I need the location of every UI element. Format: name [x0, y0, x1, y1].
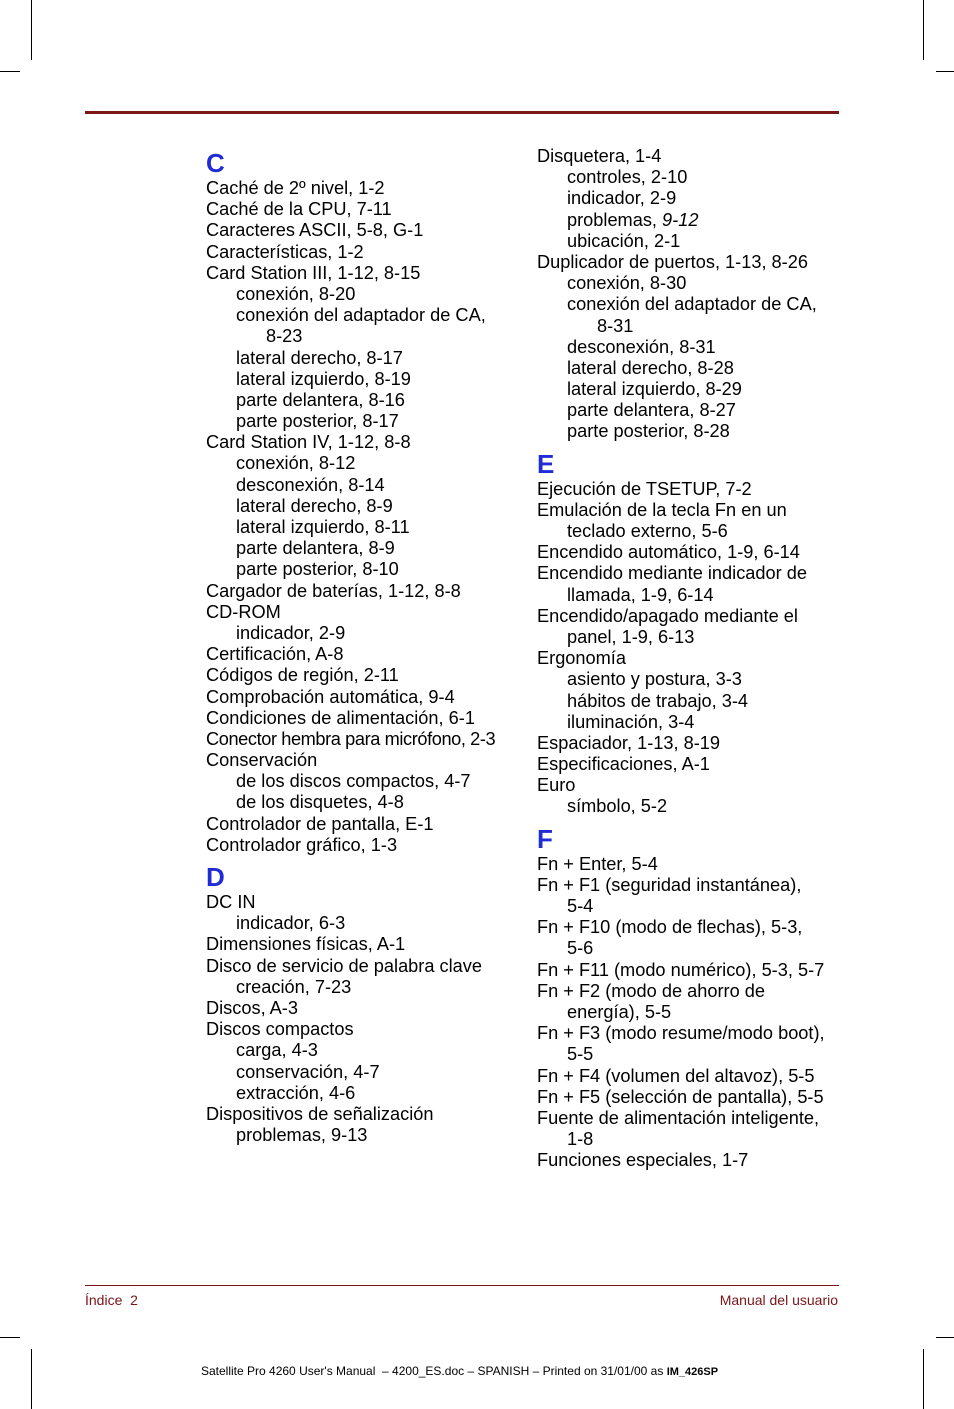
- index-subentry: [206, 390, 521, 411]
- index-text: controles, 2-10: [567, 167, 688, 188]
- index-entry: [206, 835, 521, 856]
- index-entry: [206, 602, 521, 623]
- index-entry: [537, 754, 857, 775]
- index-entry: [206, 644, 521, 665]
- index-entry: [537, 1108, 857, 1129]
- index-entry: [206, 242, 521, 263]
- index-text: indicador, 2-9: [567, 188, 677, 209]
- index-subentry: [206, 411, 521, 432]
- index-text: conexión, 8-20: [236, 283, 356, 304]
- index-text: conexión, 8-12: [236, 453, 356, 474]
- index-text: 5-5: [567, 1044, 594, 1065]
- index-text: D: [206, 862, 225, 892]
- index-entry: [537, 733, 857, 754]
- index-text: conexión del adaptador de CA,: [567, 294, 817, 315]
- index-subentry: [206, 1040, 521, 1061]
- index-text: parte delantera, 8-27: [567, 400, 736, 421]
- index-text: Características, 1-2: [206, 241, 364, 262]
- index-text: 1-8: [567, 1129, 594, 1150]
- crop-mark-bottom-left-v: [31, 1349, 32, 1409]
- print-info-line: [201, 1364, 718, 1378]
- index-subentry: [537, 210, 857, 231]
- index-entry: [537, 960, 857, 981]
- index-text: conservación, 4-7: [236, 1061, 380, 1082]
- index-text: Encendido/apagado mediante el: [537, 605, 798, 626]
- index-entry: [206, 934, 521, 955]
- index-subentry: [206, 913, 521, 934]
- crop-mark-bottom-left-h: [0, 1337, 20, 1338]
- index-subentry: [537, 358, 857, 379]
- index-subentry: [537, 896, 857, 917]
- index-entry: [537, 1023, 857, 1044]
- index-text: parte delantera, 8-16: [236, 389, 405, 410]
- index-text: Dimensiones físicas, A-1: [206, 934, 406, 955]
- index-subentry: [206, 1062, 521, 1083]
- index-text: lateral derecho, 8-28: [567, 357, 734, 378]
- index-text: indicador, 2-9: [236, 622, 346, 643]
- index-subentry: [206, 326, 521, 347]
- index-entry: [206, 998, 521, 1019]
- index-text: Card Station IV, 1-12, 8-8: [206, 432, 411, 453]
- index-subentry: [537, 521, 857, 542]
- index-subentry: [537, 231, 857, 252]
- crop-mark-top-right-v: [923, 0, 924, 60]
- index-text: llamada, 1-9, 6-14: [567, 584, 714, 605]
- index-text: Espaciador, 1-13, 8-19: [537, 732, 721, 753]
- index-entry: [537, 563, 857, 584]
- index-text: CD-ROM: [206, 601, 281, 622]
- index-text: Comprobación automática, 9-4: [206, 686, 455, 707]
- index-entry: [206, 263, 521, 284]
- index-text: iluminación, 3-4: [567, 711, 695, 732]
- index-text: 8-31: [597, 315, 634, 336]
- index-entry: [206, 814, 521, 835]
- index-text: Disco de servicio de palabra clave: [206, 955, 482, 976]
- index-text: 5-4: [567, 896, 594, 916]
- index-text: lateral izquierdo, 8-11: [236, 517, 410, 537]
- index-text: Fn + F11 (modo numérico), 5-3, 5-7: [537, 959, 825, 980]
- index-text: energía), 5-5: [567, 1001, 672, 1022]
- index-text: Fn + F1 (seguridad instantánea),: [537, 874, 802, 895]
- index-text: lateral derecho, 8-17: [236, 347, 403, 368]
- index-entry: [537, 648, 857, 669]
- index-entry: [206, 432, 521, 453]
- index-text: asiento y postura, 3-3: [567, 669, 742, 690]
- index-text: Condiciones de alimentación, 6-1: [206, 707, 475, 728]
- index-text: teclado externo, 5-6: [567, 521, 728, 541]
- crop-mark-top-left-v: [31, 0, 32, 60]
- index-entry: [206, 220, 521, 241]
- index-letter-heading: [537, 449, 857, 479]
- index-entry: [537, 1066, 857, 1087]
- index-text: Duplicador de puertos, 1-13, 8-26: [537, 251, 808, 272]
- index-entry: [206, 1019, 521, 1040]
- index-entry: [206, 581, 521, 602]
- index-letter-heading: [537, 824, 857, 854]
- index-subentry: [537, 188, 857, 209]
- index-text: Caché de la CPU, 7-11: [206, 199, 392, 220]
- index-entry: [537, 917, 857, 938]
- index-text: panel, 1-9, 6-13: [567, 626, 695, 647]
- index-subentry: [537, 400, 857, 421]
- index-text: parte posterior, 8-10: [236, 559, 399, 580]
- index-subentry: [206, 348, 521, 369]
- print-info-code: IM_426SP: [666, 1366, 719, 1378]
- index-subentry: [206, 453, 521, 474]
- index-text: problemas, 9-13: [236, 1125, 368, 1146]
- index-text: Fn + F10 (modo de flechas), 5-3,: [537, 917, 803, 938]
- index-subentry: [537, 294, 857, 315]
- header-rule: [85, 111, 839, 114]
- index-subentry: [206, 369, 521, 390]
- index-subentry: [206, 792, 521, 813]
- index-entry: [206, 956, 521, 977]
- index-text: Fn + F3 (modo resume/modo boot),: [537, 1023, 825, 1044]
- index-text: Ejecución de TSETUP, 7-2: [537, 478, 752, 499]
- index-text: Fuente de alimentación inteligente,: [537, 1107, 820, 1128]
- index-text: desconexión, 8-14: [236, 474, 385, 495]
- index-text: indicador, 6-3: [236, 913, 346, 934]
- crop-mark-top-right-h: [936, 71, 954, 72]
- index-text: creación, 7-23: [236, 976, 352, 997]
- index-text: hábitos de trabajo, 3-4: [567, 690, 748, 711]
- index-text: símbolo, 5-2: [567, 796, 668, 817]
- index-entry: [206, 199, 521, 220]
- index-text: lateral izquierdo, 8-19: [236, 368, 411, 389]
- index-entry: [206, 665, 521, 686]
- index-text: Caracteres ASCII, 5-8, G-1: [206, 220, 424, 241]
- index-subentry: [537, 585, 857, 606]
- index-text: lateral derecho, 8-9: [236, 495, 393, 516]
- index-text: Fn + F5 (selección de pantalla), 5-5: [537, 1086, 824, 1107]
- index-text: Euro: [537, 775, 576, 796]
- index-subentry: [537, 691, 857, 712]
- index-subentry: [206, 1125, 521, 1146]
- index-text: Certificación, A-8: [206, 644, 344, 665]
- index-entry: [206, 892, 521, 913]
- index-subentry: [206, 496, 521, 517]
- footer-manual-title: Manual del usuario: [719, 1292, 838, 1308]
- index-entry: [206, 687, 521, 708]
- index-subentry: [206, 305, 521, 326]
- index-text: conexión, 8-30: [567, 273, 687, 294]
- index-entry: [537, 479, 857, 500]
- index-text: lateral izquierdo, 8-29: [567, 379, 742, 400]
- index-text: parte delantera, 8-9: [236, 538, 395, 559]
- index-column-right: [537, 146, 857, 1171]
- index-subentry: [537, 1002, 857, 1023]
- index-subentry: [537, 316, 857, 337]
- index-subentry: [206, 517, 521, 538]
- index-subentry: [537, 379, 857, 400]
- index-text: Funciones especiales, 1-7: [537, 1150, 749, 1171]
- index-letter-heading: [206, 148, 521, 178]
- index-subentry: [206, 1083, 521, 1104]
- index-text: C: [206, 148, 225, 178]
- index-text: Conector hembra para micrófono, 2-3: [206, 728, 496, 749]
- index-entry: [537, 854, 857, 875]
- index-text: ubicación, 2-1: [567, 230, 681, 251]
- index-text: Conservación: [206, 750, 318, 771]
- index-subentry: [206, 623, 521, 644]
- index-text: parte posterior, 8-17: [236, 411, 399, 432]
- index-subentry: [537, 627, 857, 648]
- index-text: DC IN: [206, 892, 256, 912]
- crop-mark-bottom-right-v: [923, 1349, 924, 1409]
- index-entry: [537, 1150, 857, 1171]
- index-entry: [206, 178, 521, 199]
- index-subentry: [206, 538, 521, 559]
- index-text: Caché de 2º nivel, 1-2: [206, 178, 385, 198]
- index-entry: [537, 542, 857, 563]
- index-text: Fn + F4 (volumen del altavoz), 5-5: [537, 1065, 815, 1086]
- index-text: Controlador de pantalla, E-1: [206, 813, 434, 834]
- index-text: carga, 4-3: [236, 1040, 318, 1061]
- index-text: Disquetera, 1-4: [537, 146, 662, 166]
- index-entry: [537, 146, 857, 167]
- index-entry: [206, 750, 521, 771]
- index-text: parte posterior, 8-28: [567, 421, 730, 442]
- index-text: Fn + F2 (modo de ahorro de: [537, 980, 765, 1001]
- index-text: Dispositivos de señalización: [206, 1103, 434, 1124]
- index-text: Emulación de la tecla Fn en un: [537, 499, 787, 520]
- index-subentry: [206, 475, 521, 496]
- index-entry: [537, 1087, 857, 1108]
- print-info-text: Satellite Pro 4260 User's Manual – 4200_ES.doc – SPANISH – Printed on 31/01/00 as: [201, 1364, 667, 1378]
- index-entry: [537, 252, 857, 273]
- index-text: Especificaciones, A-1: [537, 754, 710, 775]
- index-subentry: [206, 771, 521, 792]
- index-text: F: [537, 823, 553, 854]
- index-text: 8-23: [266, 326, 303, 347]
- crop-mark-top-left-h: [0, 71, 20, 72]
- index-subentry: [537, 669, 857, 690]
- index-subentry: [537, 273, 857, 294]
- index-entry: [537, 775, 857, 796]
- index-subentry: [537, 1129, 857, 1150]
- index-text: Fn + Enter, 5-4: [537, 853, 658, 874]
- index-subentry: [537, 938, 857, 959]
- index-text: Controlador gráfico, 1-3: [206, 834, 398, 855]
- index-subentry: [537, 1044, 857, 1065]
- footer-rule: [85, 1285, 839, 1286]
- index-entry: [206, 708, 521, 729]
- index-subentry: [537, 421, 857, 442]
- index-entry: [537, 981, 857, 1002]
- index-text: Encendido automático, 1-9, 6-14: [537, 542, 800, 563]
- index-entry: [537, 606, 857, 627]
- index-entry: [206, 729, 521, 750]
- index-text: Discos compactos: [206, 1019, 354, 1040]
- index-text: problemas,: [567, 209, 663, 230]
- index-letter-heading: [206, 862, 521, 892]
- index-text: desconexión, 8-31: [567, 336, 716, 357]
- index-text: Códigos de región, 2-11: [206, 665, 399, 686]
- index-subentry: [537, 167, 857, 188]
- index-entry: [537, 875, 857, 896]
- index-subentry: [537, 796, 857, 817]
- index-text: Ergonomía: [537, 648, 626, 669]
- index-text: conexión del adaptador de CA,: [236, 305, 486, 326]
- index-text: E: [537, 448, 555, 479]
- index-text: Cargador de baterías, 1-12, 8-8: [206, 580, 461, 601]
- index-entry: [537, 500, 857, 521]
- index-page-ref: 9-12: [662, 209, 699, 230]
- index-text: de los discos compactos, 4-7: [236, 771, 471, 792]
- index-text: 5-6: [567, 938, 594, 959]
- index-text: extracción, 4-6: [236, 1082, 356, 1103]
- index-subentry: [206, 284, 521, 305]
- index-text: Discos, A-3: [206, 997, 298, 1018]
- index-subentry: [206, 977, 521, 998]
- index-text: Card Station III, 1-12, 8-15: [206, 262, 421, 283]
- footer-page-label: Índice 2: [85, 1292, 138, 1308]
- index-column-left: [206, 146, 521, 1146]
- index-subentry: [537, 337, 857, 358]
- index-subentry: [206, 559, 521, 580]
- index-text: de los disquetes, 4-8: [236, 792, 404, 813]
- crop-mark-bottom-right-h: [936, 1337, 954, 1338]
- index-text: Encendido mediante indicador de: [537, 563, 807, 584]
- index-subentry: [537, 712, 857, 733]
- index-entry: [206, 1104, 521, 1125]
